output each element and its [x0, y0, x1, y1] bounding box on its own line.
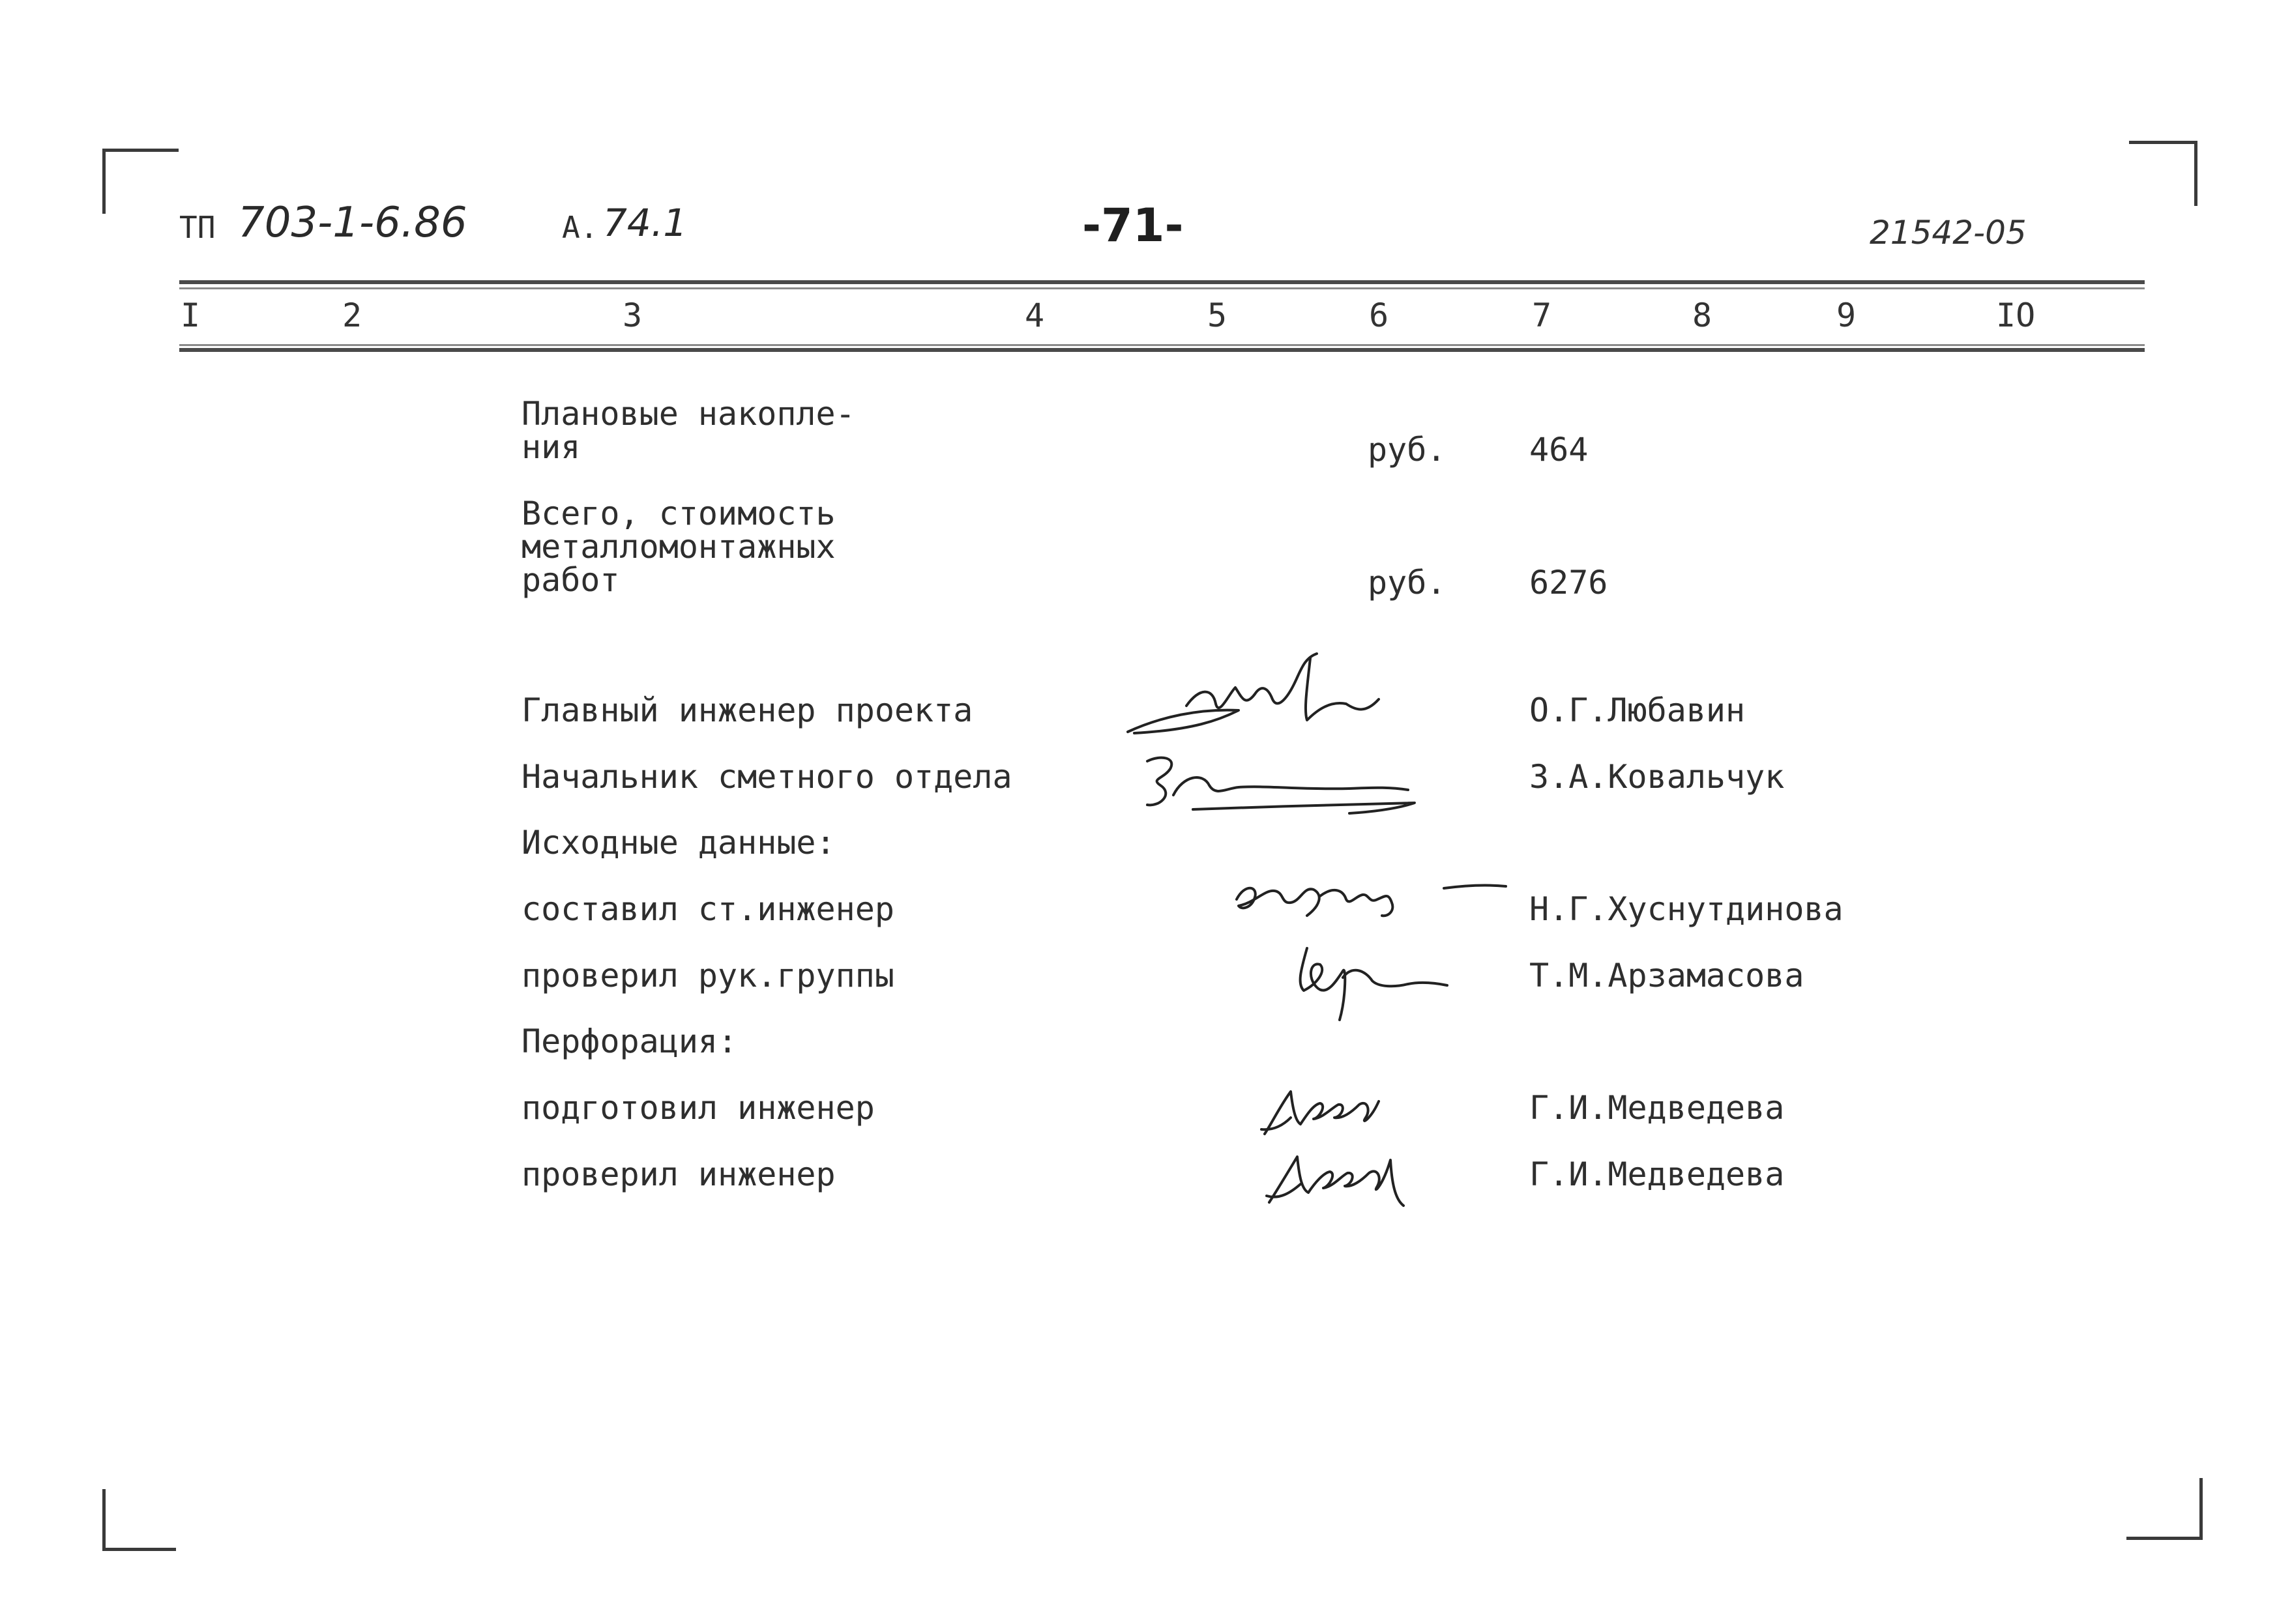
signature-chief-engineer — [1121, 648, 1428, 746]
section-heading-source-data: Исходные данные: — [522, 824, 836, 862]
column-number-6: 6 — [1369, 297, 1389, 334]
column-number-5: 5 — [1207, 297, 1227, 334]
column-number-7: 7 — [1532, 297, 1552, 334]
signatory-title: Главный инженер проекта — [522, 691, 973, 729]
entry-unit: руб. — [1368, 431, 1447, 469]
column-number-1: I — [181, 297, 201, 334]
signatory-title: Начальник сметного отдела — [522, 758, 1012, 796]
column-number-4: 4 — [1025, 297, 1045, 334]
doc-prefix: ТП — [179, 210, 216, 245]
corner-mark-bottom-left — [102, 1489, 176, 1551]
entry-description-line: Всего, стоимость — [522, 495, 836, 532]
signature-estimate-head — [1134, 749, 1441, 821]
column-number-3: 3 — [623, 297, 643, 334]
entry-value: 464 — [1529, 431, 1589, 469]
entry-description-line: работ — [522, 561, 620, 599]
corner-mark-top-right — [2129, 141, 2197, 206]
signatory-title: проверил инженер — [522, 1155, 836, 1193]
album-number: 74.1 — [603, 201, 688, 245]
header-rule-bottom-inner — [179, 344, 2145, 346]
section-heading-perforation: Перфорация: — [522, 1022, 738, 1060]
corner-mark-bottom-right — [2126, 1478, 2203, 1540]
entry-unit: руб. — [1368, 564, 1447, 602]
signatory-name: З.А.Ковальчук — [1529, 758, 1785, 796]
signatory-title: составил ст.инженер — [522, 890, 894, 928]
column-number-9: 9 — [1836, 297, 1857, 334]
column-number-10: IO — [1996, 297, 2036, 334]
signatory-title: проверил рук.группы — [522, 957, 894, 994]
entry-description-line: металломонтажных — [522, 528, 836, 566]
column-number-8: 8 — [1692, 297, 1712, 334]
header-rule-top — [179, 280, 2145, 284]
corner-mark-top-left — [102, 149, 179, 214]
signatory-name: Г.И.Медведева — [1529, 1089, 1785, 1127]
signatory-name: Н.Г.Хуснутдинова — [1529, 890, 1844, 928]
doc-number: 703-1-6.86 — [238, 199, 467, 247]
registration-number: 21542-05 — [1870, 214, 2027, 252]
signatory-title: подготовил инженер — [522, 1089, 875, 1127]
sheet-number: -71- — [1082, 199, 1184, 252]
signature-compiler — [1229, 870, 1516, 925]
column-number-2: 2 — [342, 297, 362, 334]
header-rule-bottom — [179, 348, 2145, 352]
signature-group-lead — [1281, 925, 1450, 1023]
entry-description-line: ния — [522, 428, 581, 466]
signatory-name: Т.М.Арзамасова — [1529, 957, 1804, 994]
signature-perforation-checked — [1261, 1144, 1418, 1212]
signature-perforation-prepared — [1255, 1079, 1405, 1140]
signatory-name: Г.И.Медведева — [1529, 1155, 1785, 1193]
header-rule-top-inner — [179, 287, 2145, 289]
entry-description-line: Плановые накопле- — [522, 395, 855, 433]
signatory-name: О.Г.Любавин — [1529, 691, 1746, 729]
album-label: А. — [562, 210, 598, 245]
entry-value: 6276 — [1529, 564, 1608, 602]
